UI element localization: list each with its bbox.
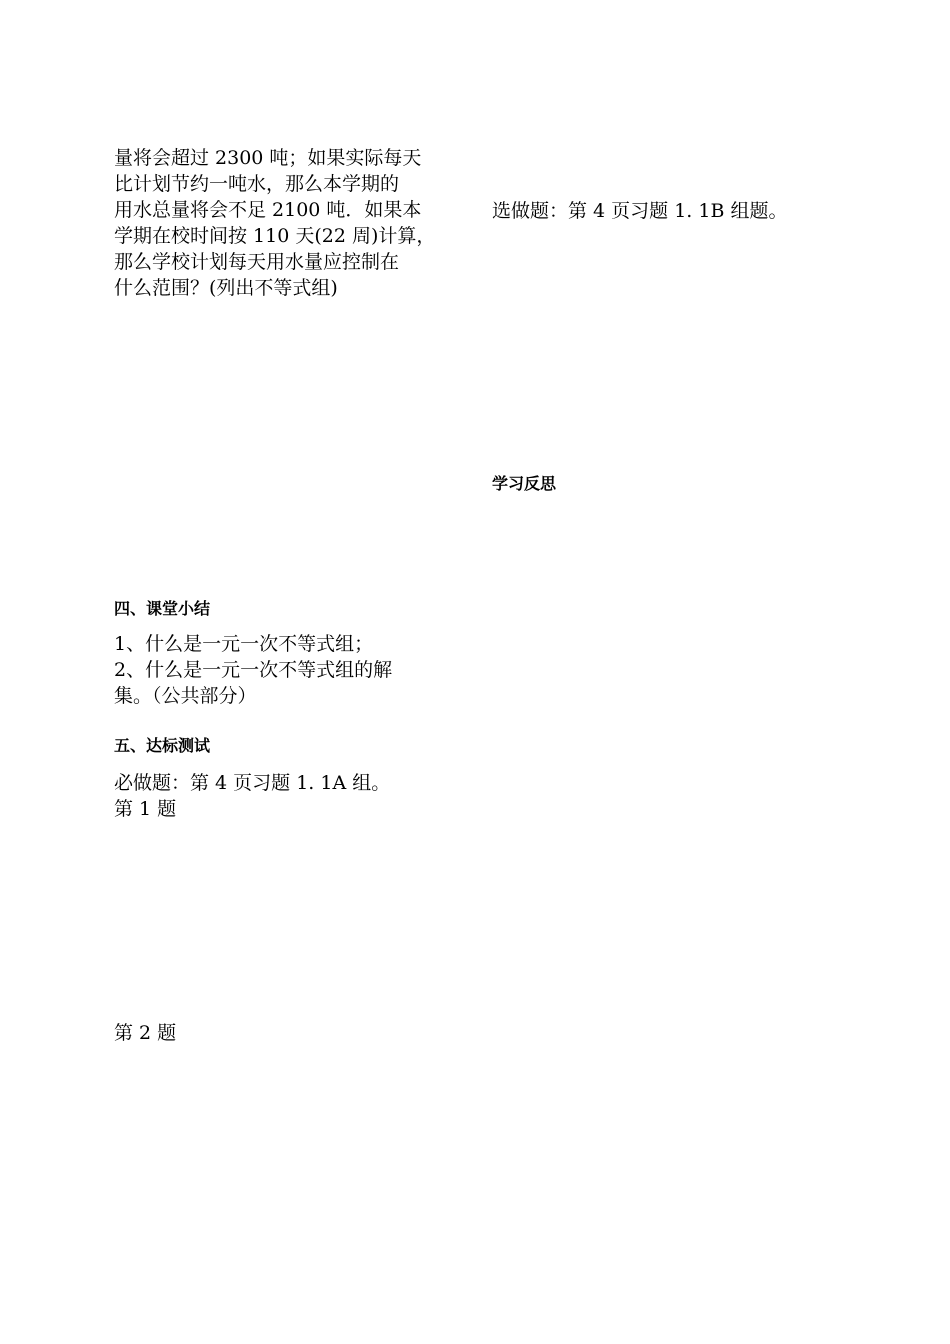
problem-line: 用水总量将会不足 2100 吨．如果本	[114, 199, 422, 221]
summary-content	[114, 631, 474, 709]
test-heading: 五、达标测试	[114, 736, 211, 755]
optional-exercise: 选做题：第 4 页习题 1. 1B 组题。	[492, 200, 788, 222]
problem-line: 比计划节约一吨水，那么本学期的	[114, 173, 400, 195]
summary-line: 1、什么是一元一次不等式组；	[114, 633, 374, 655]
reflection-heading: 学习反思	[492, 474, 557, 493]
question-2-label: 第 2 题	[114, 1022, 177, 1044]
summary-line: 2、什么是一元一次不等式组的解	[114, 659, 393, 681]
summary-line: 集。（公共部分）	[114, 685, 257, 707]
problem-line: 什么范围？(列出不等式组)	[114, 277, 338, 299]
test-content	[114, 770, 514, 822]
problem-line: 量将会超过 2300 吨；如果实际每天	[114, 147, 422, 169]
word-problem	[114, 145, 474, 301]
summary-heading: 四、课堂小结	[114, 599, 211, 618]
required-exercise: 必做题：第 4 页习题 1. 1A 组。	[114, 772, 391, 794]
question-1-label: 第 1 题	[114, 798, 177, 820]
problem-line: 那么学校计划每天用水量应控制在	[114, 251, 400, 273]
problem-line: 学期在校时间按 110 天(22 周)计算，	[114, 225, 436, 247]
